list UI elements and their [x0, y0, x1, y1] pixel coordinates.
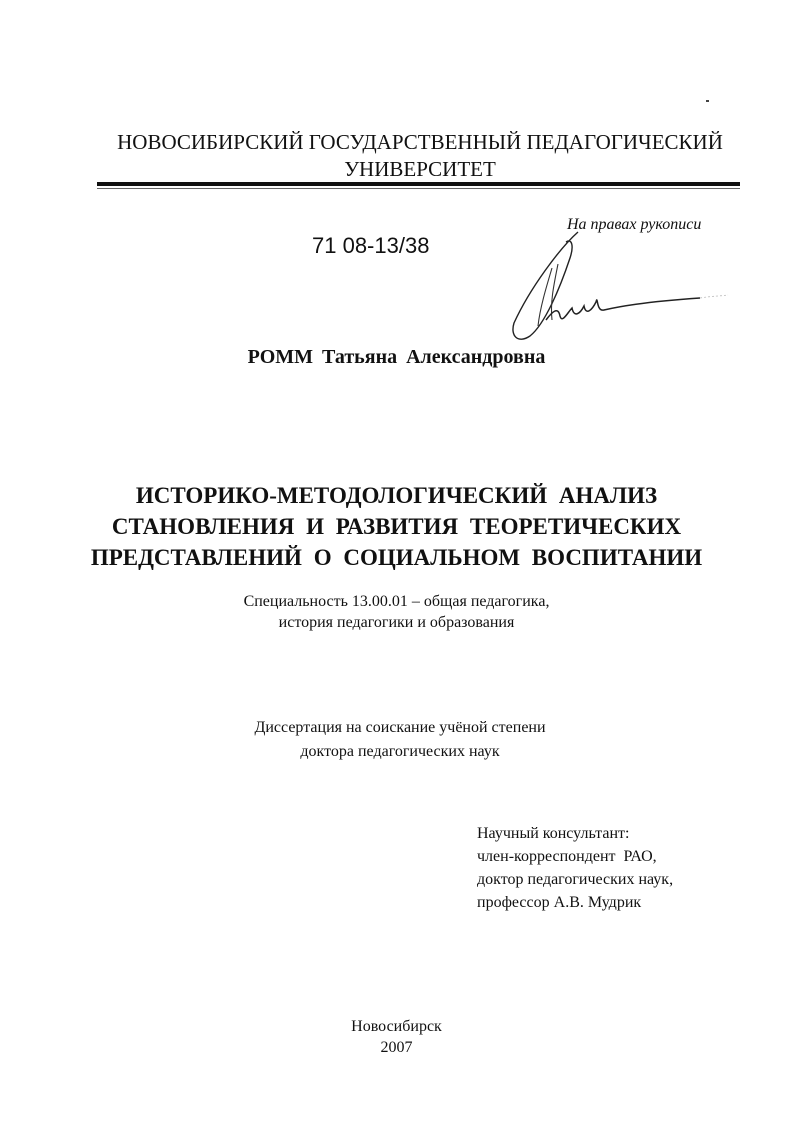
header-rule-thin — [97, 188, 740, 189]
consultant-line-1: Научный консультант: — [477, 825, 630, 842]
university-header — [90, 129, 750, 183]
title-line-1: ИСТОРИКО-МЕТОДОЛОГИЧЕСКИЙ АНАЛИЗ — [135, 483, 658, 508]
university-line-1: НОВОСИБИРСКИЙ ГОСУДАРСТВЕННЫЙ ПЕДАГОГИЧЕСКИЙ — [117, 130, 723, 154]
place-and-year — [0, 1016, 793, 1058]
specialty — [0, 591, 793, 633]
signature-icon — [500, 228, 730, 348]
scan-speck — [706, 100, 709, 102]
degree-line-1: Диссертация на соискание учёной степени — [254, 719, 546, 736]
title-line-3: ПРЕДСТАВЛЕНИЙ О СОЦИАЛЬНОМ ВОСПИТАНИИ — [90, 545, 703, 570]
author-name: РОММ Татьяна Александровна — [247, 346, 546, 368]
city: Новосибирск — [351, 1018, 442, 1035]
specialty-line-1: Специальность 13.00.01 – общая педагогика, — [243, 593, 550, 610]
degree-statement — [200, 716, 600, 764]
header-rule-thick — [97, 182, 740, 186]
year: 2007 — [380, 1039, 413, 1056]
consultant-line-2: член-корреспондент РАО, — [477, 848, 657, 865]
consultant-line-4: профессор А.В. Мудрик — [477, 894, 642, 911]
scientific-consultant — [477, 822, 673, 914]
degree-line-2: доктора педагогических наук — [300, 743, 500, 760]
manuscript-note: На правах рукописи — [567, 216, 702, 233]
title-line-2: СТАНОВЛЕНИЯ И РАЗВИТИЯ ТЕОРЕТИЧЕСКИХ — [111, 514, 682, 539]
specialty-line-2: история педагогики и образования — [278, 614, 515, 631]
catalog-code: 71 08-13/38 — [312, 233, 430, 258]
university-line-2: УНИВЕРСИТЕТ — [344, 157, 496, 181]
dissertation-title — [60, 480, 733, 573]
consultant-line-3: доктор педагогических наук, — [477, 871, 674, 888]
